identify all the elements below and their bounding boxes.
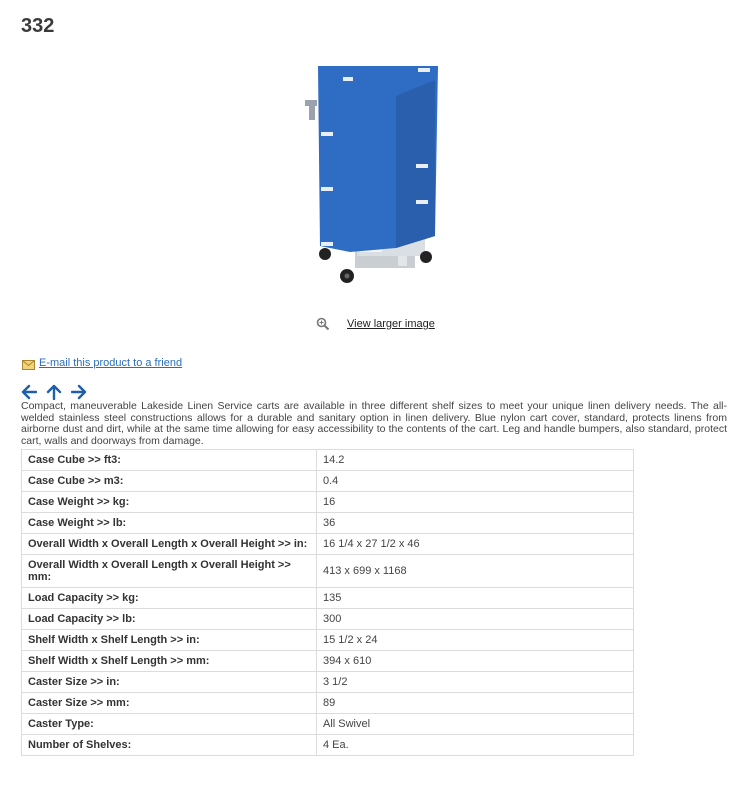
table-row (22, 513, 634, 534)
table-row (22, 471, 634, 492)
spec-label: Case Cube >> ft3: (22, 450, 317, 471)
spec-label: Load Capacity >> lb: (22, 609, 317, 630)
arrow-up-icon[interactable] (46, 384, 62, 400)
spec-label: Case Weight >> lb: (22, 513, 317, 534)
spec-value: 300 (317, 609, 634, 630)
spec-value: 135 (317, 588, 634, 609)
table-row (22, 450, 634, 471)
table-row (22, 735, 634, 756)
spec-label: Shelf Width x Shelf Length >> mm: (22, 651, 317, 672)
spec-label: Case Cube >> m3: (22, 471, 317, 492)
spec-value: 0.4 (317, 471, 634, 492)
spec-label: Number of Shelves: (22, 735, 317, 756)
page-title: 332 (21, 15, 55, 37)
spec-value: 4 Ea. (317, 735, 634, 756)
table-row (22, 534, 634, 555)
table-row (22, 630, 634, 651)
product-image[interactable] (300, 56, 450, 292)
spec-value: 14.2 (317, 450, 634, 471)
table-row (22, 714, 634, 735)
email-product-link[interactable]: E-mail this product to a friend (39, 357, 183, 369)
table-row (22, 651, 634, 672)
arrow-left-icon[interactable] (21, 384, 37, 400)
table-row (22, 693, 634, 714)
spec-value: 89 (317, 693, 634, 714)
table-row (22, 672, 634, 693)
table-row (22, 588, 634, 609)
spec-value: 16 (317, 492, 634, 513)
spec-label: Overall Width x Overall Length x Overall Height >> mm: (22, 555, 317, 588)
spec-label: Caster Size >> mm: (22, 693, 317, 714)
spec-label: Case Weight >> kg: (22, 492, 317, 513)
spec-value: 413 x 699 x 1168 (317, 555, 634, 588)
view-larger-image-link[interactable]: View larger image (347, 318, 435, 330)
magnifier-icon[interactable] (316, 317, 330, 331)
spec-label: Caster Size >> in: (22, 672, 317, 693)
specs-table (21, 449, 634, 756)
table-row (22, 555, 634, 588)
spec-label: Load Capacity >> kg: (22, 588, 317, 609)
envelope-icon (22, 360, 35, 370)
spec-value: 394 x 610 (317, 651, 634, 672)
product-description: Compact, maneuverable Lakeside Linen Service carts are available in three different shelf sizes to meet your unique linen delivery needs. The all-welded stainless steel constructions allows for a durable and sanitary option in linen delivery. Blue nylon cart cover, standard, protects linens from airborne dust and dirt, while at the same time allowing for easy accessibility to the contents of the cart. Leg and handle bumpers, also standard, protect cart, walls and doorways from damage. (21, 400, 727, 447)
arrow-right-icon[interactable] (71, 384, 87, 400)
spec-value: All Swivel (317, 714, 634, 735)
table-row (22, 492, 634, 513)
spec-label: Overall Width x Overall Length x Overall Height >> in: (22, 534, 317, 555)
spec-label: Shelf Width x Shelf Length >> in: (22, 630, 317, 651)
spec-value: 36 (317, 513, 634, 534)
spec-value: 15 1/2 x 24 (317, 630, 634, 651)
table-row (22, 609, 634, 630)
spec-value: 3 1/2 (317, 672, 634, 693)
spec-label: Caster Type: (22, 714, 317, 735)
spec-value: 16 1/4 x 27 1/2 x 46 (317, 534, 634, 555)
